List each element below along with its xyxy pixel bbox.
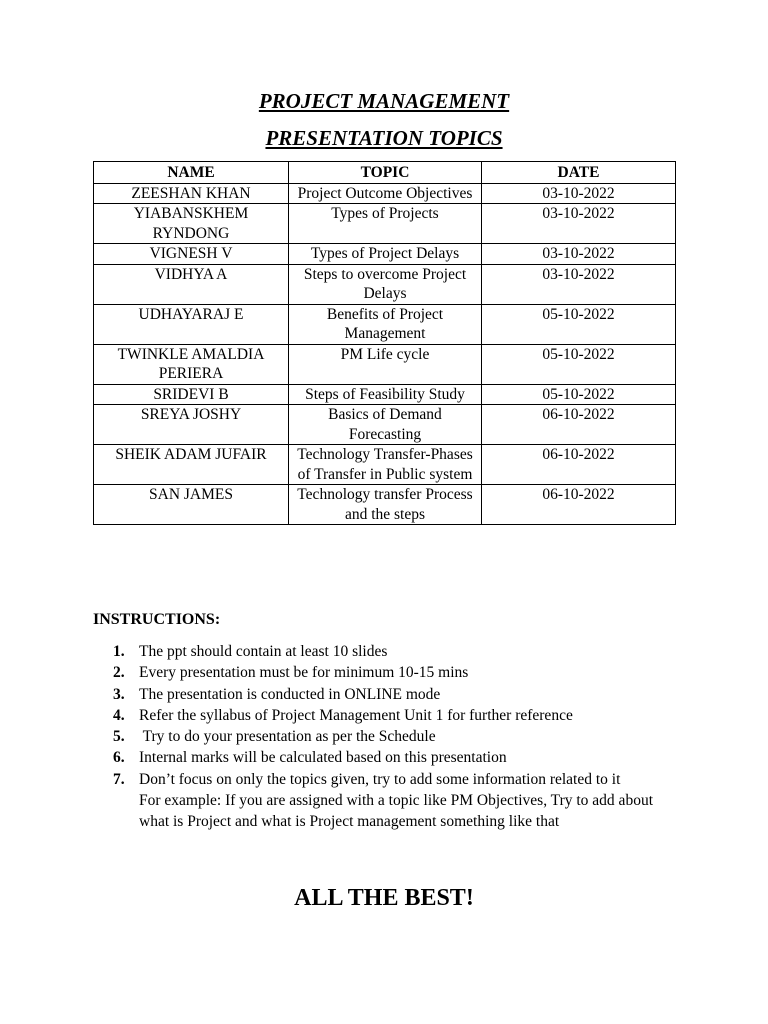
list-item [93,641,683,662]
closing-message: ALL THE BEST! [294,885,474,911]
cell-topic: Technology Transfer-Phases of Transfer in Public system [289,445,482,485]
cell-date: 05-10-2022 [482,384,676,405]
cell-date: 03-10-2022 [482,204,676,244]
cell-topic: Technology transfer Process and the steps [289,485,482,525]
page-subtitle: PRESENTATION TOPICS [265,126,503,150]
column-header-date: DATE [482,162,676,184]
list-number: 7. [113,770,125,788]
cell-topic: Steps of Feasibility Study [289,384,482,405]
example-note: For example: If you are assigned with a topic like PM Objectives, Try to add about what is Project and what is Project management something like that [139,792,653,831]
list-number: 3. [113,685,125,703]
list-item-text: Try to do your presentation as per the Schedule [139,728,436,746]
list-item-text: Don’t focus on only the topics given, try to add some information related to it [139,770,621,788]
cell-name: TWINKLE AMALDIA PERIERA [94,344,289,384]
list-item-text: Refer the syllabus of Project Management Unit 1 for further reference [139,706,573,724]
cell-date: 03-10-2022 [482,183,676,204]
list-item [93,726,683,747]
list-number: 6. [113,749,125,767]
list-number: 2. [113,664,125,682]
list-item-text: Every presentation must be for minimum 10-15 mins [139,664,469,682]
cell-date: 06-10-2022 [482,445,676,485]
column-header-topic: TOPIC [289,162,482,184]
instructions-list [93,641,683,833]
cell-name: YIABANSKHEM RYNDONG [94,204,289,244]
cell-name: SHEIK ADAM JUFAIR [94,445,289,485]
list-number: 4. [113,706,125,724]
cell-topic: Basics of Demand Forecasting [289,405,482,445]
list-item [93,662,683,683]
cell-date: 06-10-2022 [482,405,676,445]
cell-name: VIGNESH V [94,244,289,265]
cell-date: 06-10-2022 [482,485,676,525]
table-row [94,244,676,265]
cell-name: SREYA JOSHY [94,405,289,445]
list-number: 5. [113,728,125,746]
cell-topic: Benefits of Project Management [289,304,482,344]
list-item-text: The ppt should contain at least 10 slides [139,643,388,660]
table-row [94,204,676,244]
table-row [94,445,676,485]
cell-topic: Types of Projects [289,204,482,244]
list-item [93,705,683,726]
presentation-schedule-table [93,161,676,525]
cell-name: SRIDEVI B [94,384,289,405]
cell-topic: PM Life cycle [289,344,482,384]
table-row [94,384,676,405]
column-header-name: NAME [94,162,289,184]
list-item [93,684,683,705]
cell-date: 05-10-2022 [482,344,676,384]
table-row [94,304,676,344]
instructions-heading: INSTRUCTIONS: [93,611,221,628]
cell-name: ZEESHAN KHAN [94,183,289,204]
list-item-text: Internal marks will be calculated based on this presentation [139,749,507,767]
list-item [93,769,683,833]
cell-name: SAN JAMES [94,485,289,525]
table-row [94,405,676,445]
cell-topic: Steps to overcome Project Delays [289,264,482,304]
cell-name: VIDHYA A [94,264,289,304]
cell-name: UDHAYARAJ E [94,304,289,344]
table-row [94,344,676,384]
page-title: PROJECT MANAGEMENT [258,89,510,113]
table-row [94,485,676,525]
cell-topic: Types of Project Delays [289,244,482,265]
list-item-text: The presentation is conducted in ONLINE mode [139,685,441,703]
table-row [94,264,676,304]
cell-date: 03-10-2022 [482,244,676,265]
list-item [93,747,683,768]
table-header-row [94,162,676,184]
table-row [94,183,676,204]
cell-date: 03-10-2022 [482,264,676,304]
cell-date: 05-10-2022 [482,304,676,344]
list-number: 1. [113,643,125,660]
cell-topic: Project Outcome Objectives [289,183,482,204]
